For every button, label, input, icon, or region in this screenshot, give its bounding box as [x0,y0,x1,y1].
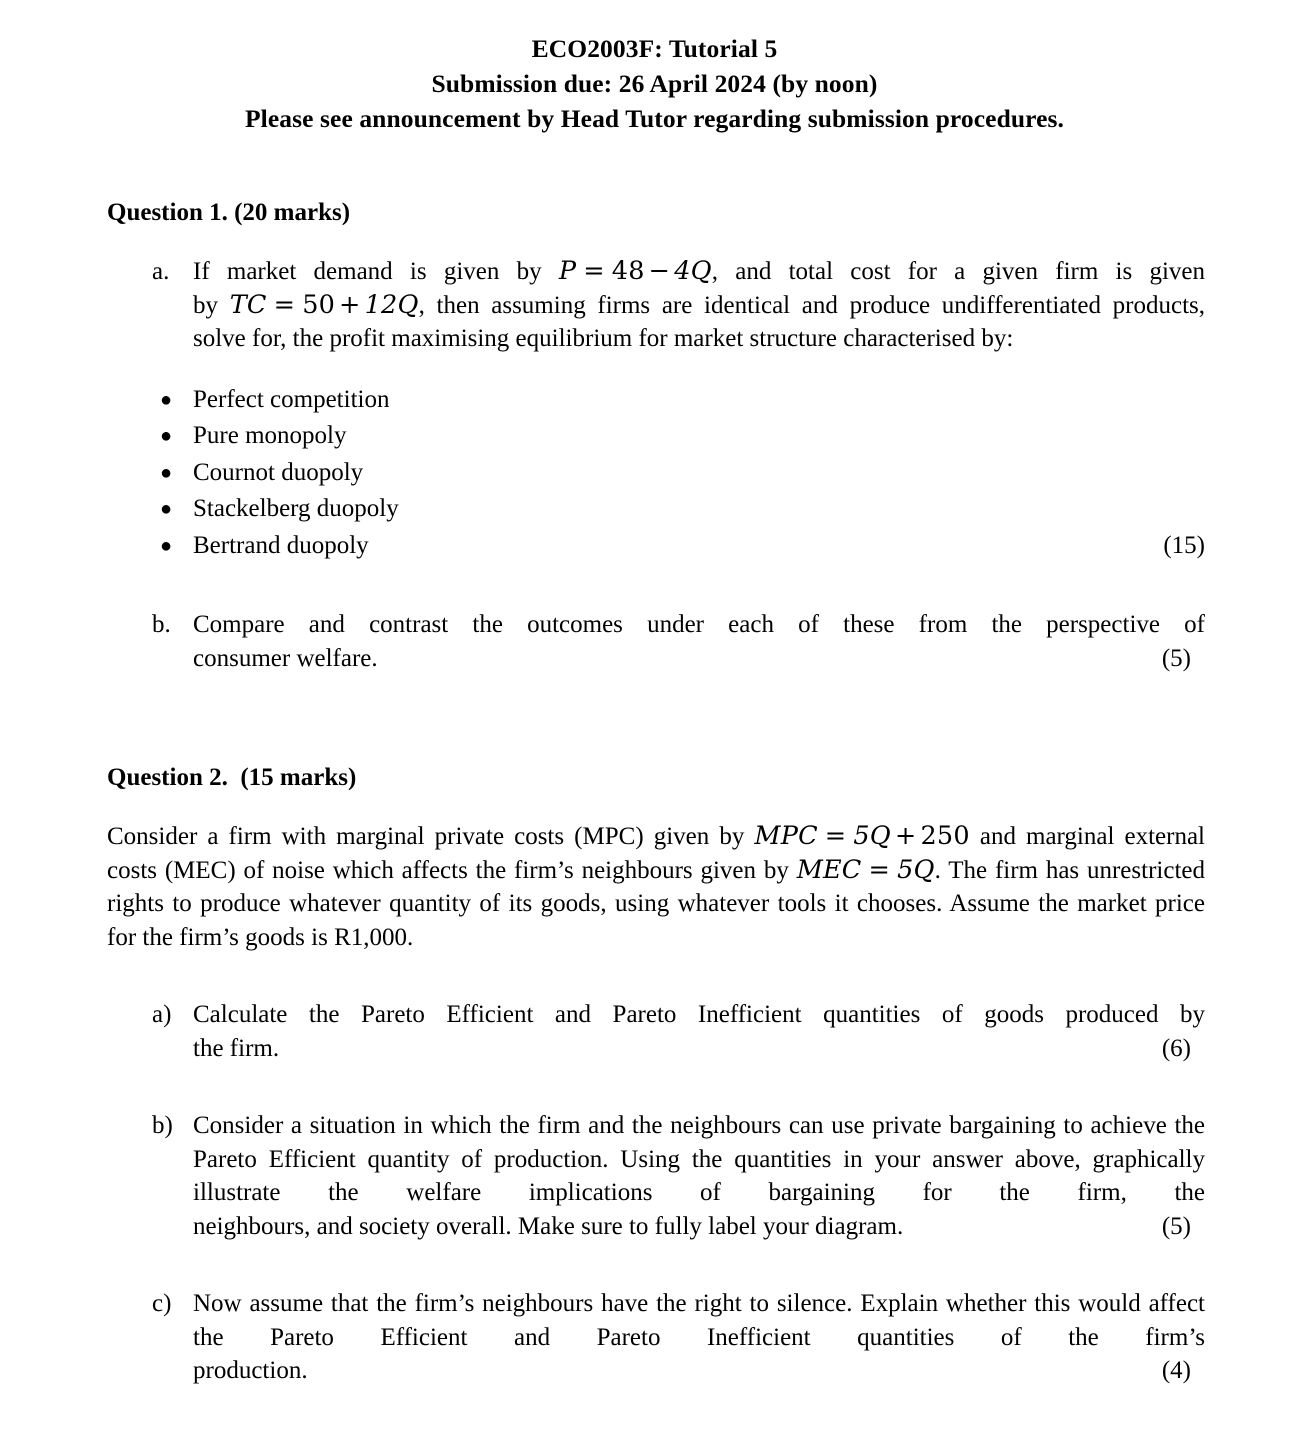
bullet-icon: ● [160,461,173,484]
equation-total-cost-rel: = [273,289,296,320]
item-a-text-part-2: , and total cost for a given firm is given by [193,258,1206,319]
equation-mpc-rhs-a: 5Q [853,821,891,851]
equation-demand [559,256,712,286]
item-c-text [193,1287,1205,1388]
list-item-label: Bertrand duopoly [193,531,369,559]
item-b-text [193,1109,1205,1243]
list-item-label: Pure monopoly [193,422,347,449]
question-1-heading [107,196,1205,229]
marks-value: (15) [1163,531,1205,559]
bullet-icon: ● [160,498,173,520]
list-marker: c) [152,1290,172,1317]
spacer [107,735,1205,761]
spacer [107,954,1205,998]
item-a-text [193,998,1205,1065]
header-line-announcement: Please see announcement by Head Tutor regarding submission procedures. [244,104,1065,133]
equation-demand-rhs-b: 4Q [674,256,712,286]
equation-mpc [754,821,969,851]
intro-text-part-1: Consider a firm with marginal private costs (MPC) given by [107,823,745,850]
list-item-label: Perfect competition [193,385,390,413]
equation-demand-op: − [648,256,671,286]
question-1-item-b [152,608,1205,675]
list-item [152,418,1205,455]
question-2-item-a [152,998,1205,1065]
item-c-text-tail: production. [193,1357,308,1384]
item-b-text-head: Consider a situation in which the firm and the neighbours can use private bargaining to achieve the Pareto Efficient quantity of production. Using the quantities in your answer above, graphically illustrate the welfare implications of bargaining for the firm, the [193,1112,1205,1206]
equation-total-cost-lhs: TC [229,289,267,320]
intro-text-part-2: and marginal external costs (MEC) of noise which affects the firm’s neighbours given by [107,823,1205,884]
item-b-text [193,608,1205,675]
equation-mpc-rel: = [824,821,847,851]
question-2-intro-paragraph [107,820,1205,954]
list-marker: a. [152,258,170,285]
document-header [0,0,1309,136]
equation-demand-rel: = [583,256,605,286]
item-a-text-head: Calculate the Pareto Efficient and Pareto Inefficient quantities of goods produced by [193,1001,1205,1028]
spacer [107,229,1205,255]
item-a-last-line [193,1032,1205,1066]
equation-mec-rhs-a: 5Q [897,854,935,885]
item-a-text-tail: the firm. [193,1034,280,1062]
marks-value: (6) [1161,1034,1191,1062]
equation-total-cost [230,290,419,320]
marks-value: (4) [1161,1357,1191,1384]
equation-mpc-rhs-b: 250 [920,821,970,851]
list-marker: b) [152,1112,173,1139]
item-a-text-part-3: , then assuming firms are identical and produce undifferentiated products, solve for, the profit maximising equilibrium for market structure characterised by: [193,291,1206,352]
intro-text-part-3: . The firm has unrestricted rights to produce whatever quantity of its goods, using whatever tools it chooses. Assume the market price for the firm’s goods is R1,000. [107,856,1205,951]
marks-value: (5) [1161,644,1191,672]
spacer [107,794,1205,820]
equation-total-cost-rhs-b: 12Q [364,289,419,320]
bullet-icon: ● [160,388,173,411]
equation-total-cost-op: + [339,289,361,320]
item-a-text [193,255,1205,356]
item-a-text-part-1: If market demand is given by [193,258,542,285]
question-2-marks: (15 marks) [240,764,357,791]
header-line-due-date: Submission due: 26 April 2024 (by noon) [431,69,878,98]
marks-value: (5) [1161,1212,1191,1240]
list-item [152,455,1205,492]
item-b-text-tail: consumer welfare. [193,644,378,672]
item-b-text-head: Compare and contrast the outcomes under each of these from the perspective of [193,611,1205,638]
spacer [107,675,1205,735]
spacer [107,1243,1205,1287]
question-2-item-c [152,1287,1205,1388]
equation-mpc-lhs: MPC [754,821,818,851]
equation-demand-rhs-a: 48 [611,256,645,286]
equation-mpc-op: + [894,821,917,851]
item-b-last-line [193,1210,1205,1244]
list-marker: a) [152,1001,172,1028]
list-item [152,382,1205,419]
list-item [152,528,1205,565]
equation-mec [797,855,935,885]
spacer [0,136,1309,196]
spacer [107,356,1205,382]
list-item [152,491,1205,528]
list-item-label: Stackelberg duopoly [193,495,399,522]
question-2-heading [107,761,1205,794]
header-line-title: ECO2003F: Tutorial 5 [531,34,778,63]
equation-mec-rel: = [868,854,891,885]
list-item-label: Cournot duopoly [193,458,364,486]
bullet-icon: ● [160,534,173,557]
equation-demand-lhs: P [558,256,577,286]
question-1-label: Question 1. [107,199,228,226]
document-body [0,196,1309,1388]
item-c-text-head: Now assume that the firm’s neighbours have the right to silence. Explain whether this would affect the Pareto Efficient and Pareto Inefficient quantities of the firm’s [193,1290,1205,1351]
equation-mec-lhs: MEC [796,854,862,885]
spacer [107,564,1205,608]
question-2-item-b [152,1109,1205,1243]
item-b-last-line [193,642,1205,676]
market-structures-list [152,382,1205,565]
item-b-text-tail: neighbours, and society overall. Make sure to fully label your diagram. [193,1212,904,1240]
question-2-label: Question 2. [107,764,228,791]
question-1-item-a [152,255,1205,356]
spacer [107,1065,1205,1109]
question-1-marks: (20 marks) [234,199,351,226]
list-marker: b. [152,611,171,638]
equation-total-cost-rhs-a: 50 [302,289,336,320]
bullet-icon: ● [160,425,173,447]
item-c-last-line [193,1354,1205,1388]
